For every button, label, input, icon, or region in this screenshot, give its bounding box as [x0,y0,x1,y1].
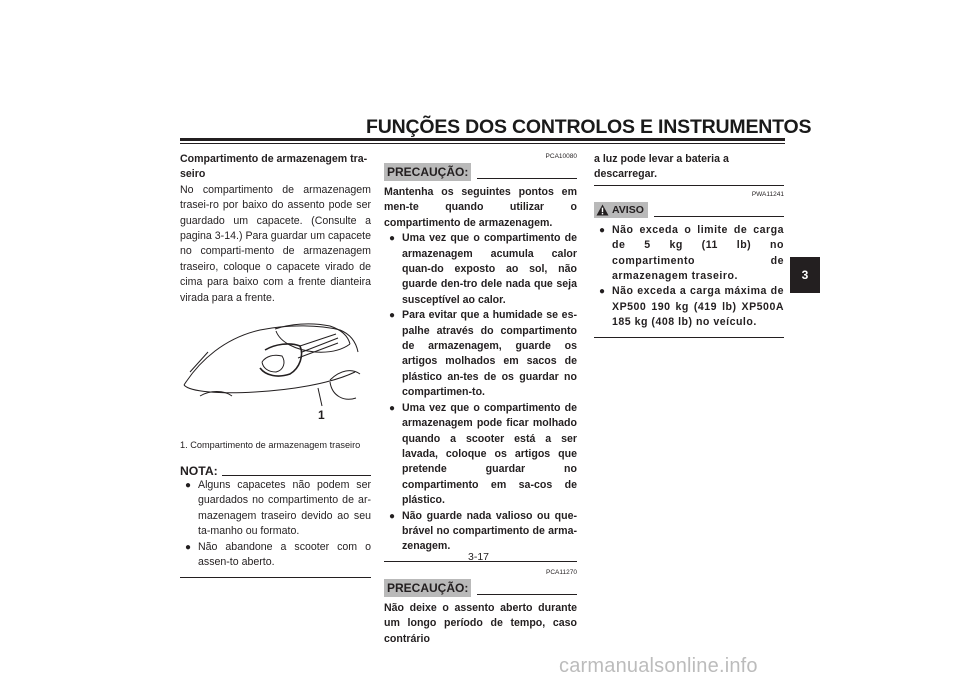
caution-label: PRECAUÇÃO: [384,163,471,181]
note-list [180,478,371,570]
caution2-heading [384,579,577,597]
caution-intro: Mantenha os seguintes pontos em men-te quando utilizar o compartimento de armazenagem. [384,186,577,229]
warning-code: PWA11241 [751,190,784,198]
caution-item: ● Uma vez que o compartimento de armazenagem acumula calor quan-do exposto ao sol, não guarde den-tro dele nada que seja susceptível ao calor. [389,232,577,306]
note-end-rule [180,577,371,578]
bullet-icon: ● [389,310,396,322]
section-heading: Compartimento de armazenagem tra-seiro [180,153,368,181]
watermark: carmanualsonline.info [559,655,758,677]
bullet-icon: ● [185,480,192,492]
caution-heading [384,163,577,181]
bullet-icon: ● [389,402,396,414]
scooter-seat-illustration [180,310,370,432]
note-rule [222,475,371,476]
page-number: 3-17 [468,551,490,563]
note-label: NOTA: [180,464,218,479]
warning-heading [594,201,784,219]
middle-column [384,152,577,647]
title-rule [180,138,785,141]
bullet-icon: ● [599,224,606,236]
figure-callout: 1 [318,408,325,423]
caution-rule [477,178,577,179]
caution2-code: PCA11270 [546,568,577,576]
warning-badge [594,202,648,218]
caution2-label: PRECAUÇÃO: [384,579,471,597]
left-column [180,152,371,578]
caution-item: ● Para evitar que a humidade se es-palhe através do compartimento de armazenagem, guarde os artigos molhados em sacos de plástico an-tes de os guardar no compartimen-to. [389,309,577,399]
page-title: FUNÇÕES DOS CONTROLOS E INSTRUMENTOS [366,116,812,138]
bullet-icon: ● [389,510,396,522]
caution2-text: Não deixe o assento aberto durante um longo período de tempo, caso contrário [384,601,577,645]
section-body: No compartimento de armazenagem trasei-ro por baixo do assento pode ser guardado um capacete. (Consulte a pagina 3-14.) Para guardar um capacete no comparti-mento de armazenagem traseiro, coloque o capacete virado de cima para baixo com a frente dianteira virada para a frente. [180,183,371,304]
figure-caption: 1. Compartimento de armazenagem traseiro [180,440,361,451]
caution2-rule [477,594,577,595]
caution-item: ● Não guarde nada valioso ou que-brável no compartimento de arma-zenagem. [389,509,577,553]
warning-item: ● Não exceda a carga máxima de XP500 190 kg (419 lb) XP500A 185 kg (408 lb) no veículo. [599,285,784,329]
warning-end-rule [594,337,784,338]
warning-item: ● Não exceda o limite de carga de 5 kg (11 lb) no compartimento de armazenagem traseiro. [599,223,784,283]
storage-figure [180,310,370,432]
right-column [594,152,784,338]
continuation-rule [594,185,784,186]
caution-code: PCA10080 [545,153,577,160]
note-item: ● Alguns capacetes não podem ser guardados no compartimento de ar-mazenagem traseiro devido ao seu ta-manho ou formato. [185,479,371,538]
note-heading [180,464,371,478]
bullet-icon: ● [389,233,396,245]
warning-list [594,223,784,331]
warning-rule [654,216,784,217]
title-rule-thin [180,143,785,144]
warning-triangle-icon [596,204,609,216]
bullet-icon: ● [599,286,606,298]
warning-label: AVISO [612,203,644,216]
bullet-icon: ● [185,541,192,553]
chapter-tab: 3 [790,257,820,293]
caution-item: ● Uma vez que o compartimento de armazenagem pode ficar molhado quando a scooter está a ser lavada, coloque os artigos que pretende guardar no compartimento em sa-cos de plástico. [389,401,577,507]
note-item: ● Não abandone a scooter com o assen-to aberto. [185,540,371,569]
caution-list [384,231,577,555]
continuation-text: a luz pode levar a bateria a descarregar. [594,153,729,181]
